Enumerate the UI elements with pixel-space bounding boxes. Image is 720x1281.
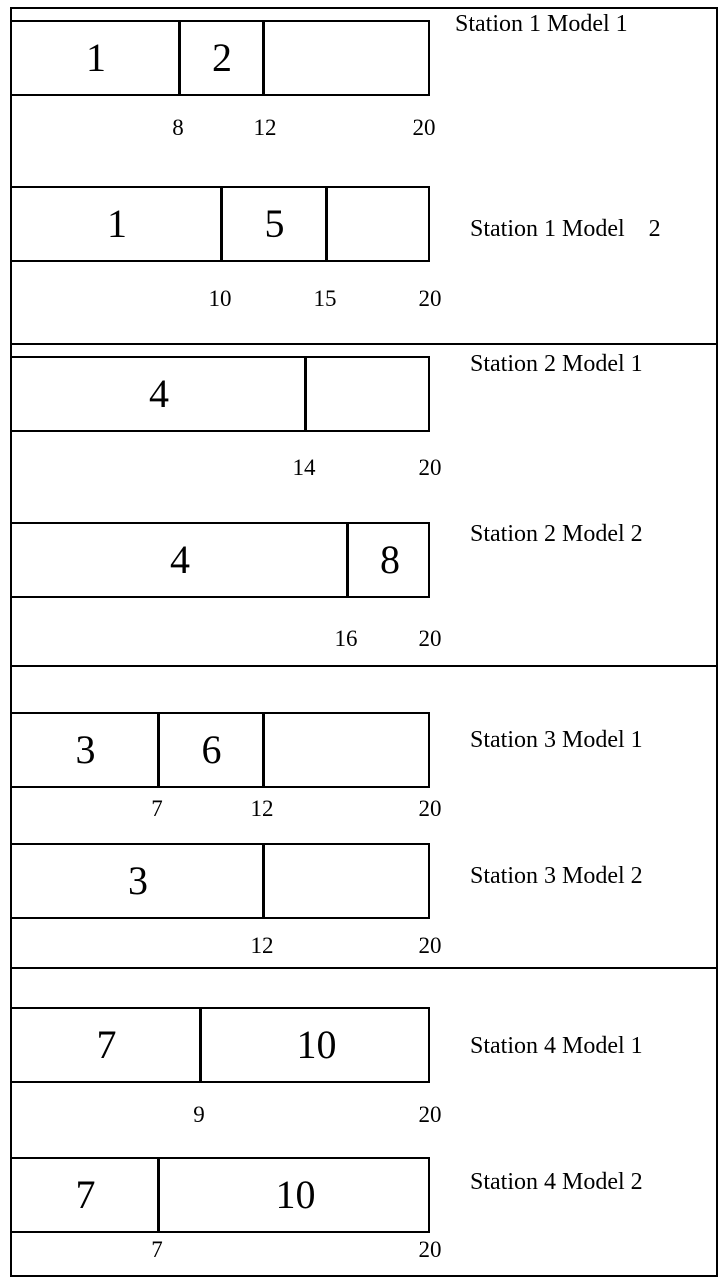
time-bar <box>10 186 430 262</box>
task-boundary <box>262 843 265 919</box>
time-tick-label: 7 <box>151 796 163 821</box>
task-boundary <box>325 186 328 262</box>
task-boundary <box>346 522 349 598</box>
station-divider <box>10 665 718 667</box>
time-tick-label: 20 <box>418 796 442 821</box>
time-bar <box>10 1007 430 1083</box>
station-model-caption: Station 2 Model 1 <box>470 351 643 377</box>
task-label: 3 <box>128 858 148 903</box>
task-label: 2 <box>212 35 232 80</box>
task-label: 5 <box>264 201 285 246</box>
time-tick-label: 20 <box>418 286 442 311</box>
task-label: 8 <box>380 537 400 582</box>
time-tick-label: 16 <box>334 626 358 651</box>
time-tick-label: 20 <box>418 626 442 651</box>
task-label: 6 <box>201 727 222 772</box>
task-label: 1 <box>86 35 106 80</box>
task-boundary <box>199 1007 202 1083</box>
time-bar <box>10 356 430 432</box>
task-label: 3 <box>75 727 96 772</box>
task-label: 7 <box>96 1022 117 1067</box>
task-label: 4 <box>170 537 190 582</box>
task-boundary <box>157 712 160 788</box>
time-bar <box>10 522 430 598</box>
station-model-caption: Station 4 Model 2 <box>470 1169 643 1195</box>
time-tick-label: 20 <box>412 115 436 140</box>
station-model-caption: Station 3 Model 2 <box>470 863 643 889</box>
station-model-caption: Station 2 Model 2 <box>470 521 643 547</box>
time-tick-label: 15 <box>313 286 337 311</box>
station-model-caption: Station 1 Model 1 <box>455 11 628 37</box>
task-boundary <box>178 20 181 96</box>
time-bar <box>10 20 430 96</box>
station-divider <box>10 343 718 345</box>
task-label: 10 <box>296 1022 337 1067</box>
task-boundary <box>262 712 265 788</box>
time-tick-label: 14 <box>292 455 316 480</box>
time-tick-label: 12 <box>253 115 277 140</box>
time-bar <box>10 843 430 919</box>
task-boundary <box>220 186 223 262</box>
station-divider <box>10 967 718 969</box>
station-model-caption: Station 1 Model 2 <box>470 216 661 242</box>
task-label: 7 <box>75 1172 96 1217</box>
task-label: 4 <box>149 371 169 416</box>
task-boundary <box>304 356 307 432</box>
station-model-caption: Station 4 Model 1 <box>470 1033 643 1059</box>
time-tick-label: 10 <box>208 286 232 311</box>
time-tick-label: 9 <box>193 1102 205 1127</box>
time-tick-label: 8 <box>172 115 184 140</box>
station-model-caption: Station 3 Model 1 <box>470 727 643 753</box>
task-label: 1 <box>107 201 127 246</box>
time-tick-label: 20 <box>418 1237 442 1262</box>
task-boundary <box>157 1157 160 1233</box>
task-boundary <box>262 20 265 96</box>
time-tick-label: 20 <box>418 933 442 958</box>
time-tick-label: 20 <box>418 455 442 480</box>
task-label: 10 <box>275 1172 316 1217</box>
time-tick-label: 7 <box>151 1237 163 1262</box>
time-tick-label: 12 <box>250 933 274 958</box>
time-bar <box>10 1157 430 1233</box>
time-bar <box>10 712 430 788</box>
time-tick-label: 20 <box>418 1102 442 1127</box>
time-tick-label: 12 <box>250 796 274 821</box>
